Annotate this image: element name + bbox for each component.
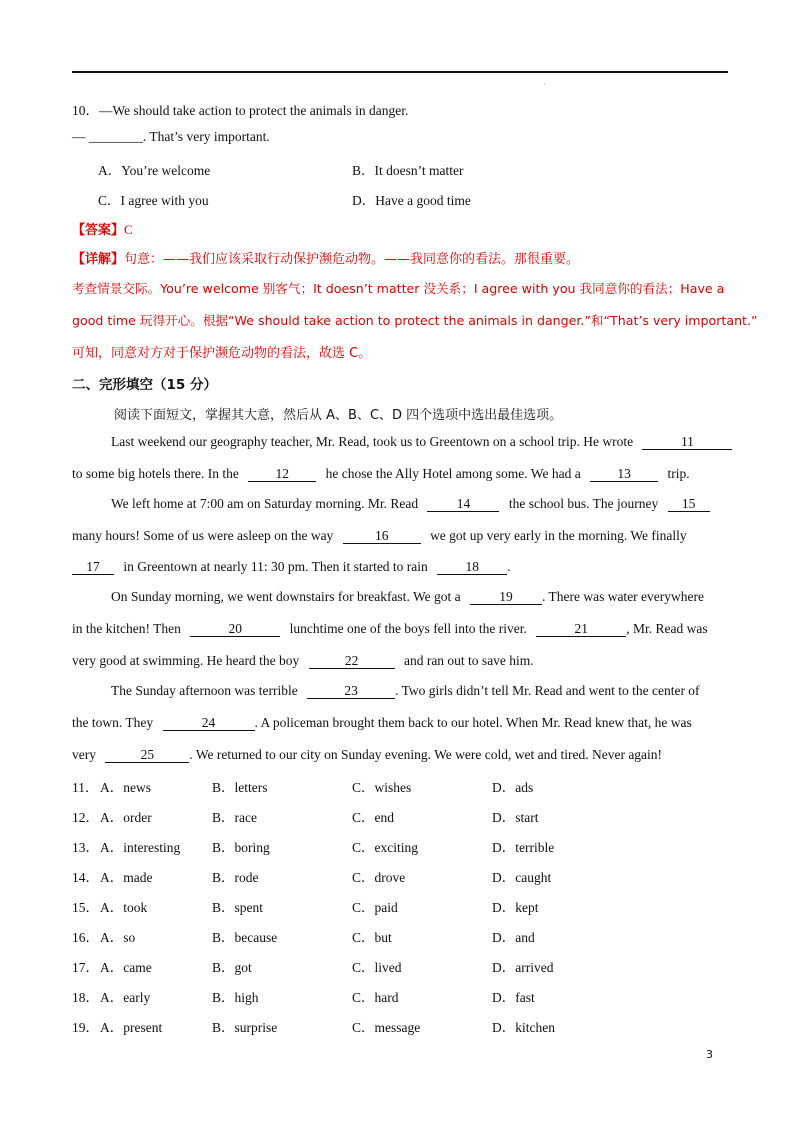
q10-option-b (352, 159, 464, 179)
choice-option-b: B．boring (212, 840, 270, 855)
passage-text: the town. They (72, 715, 154, 730)
section-instruction: 阅读下面短文，掌握其大意，然后从 A、B、C、D 四个选项中选出最佳选项。 (114, 408, 563, 423)
blank-18: 18 (437, 560, 507, 575)
option-letter: A． (98, 163, 122, 178)
passage-line-1 (111, 434, 732, 450)
choice-number: 16． (72, 930, 99, 945)
passage-text: he chose the Ally Hotel among some. We had a (325, 466, 581, 481)
option-text: You’re welcome (121, 163, 211, 178)
q10-reply-blank: ________ (88, 129, 143, 144)
q10-reply-prefix: — (72, 129, 89, 144)
passage-line-11 (72, 747, 662, 763)
blank-15: 15 (668, 497, 710, 512)
blank-20: 20 (190, 622, 280, 637)
passage-text: . Two girls didn’t tell Mr. Read and went to the center of (395, 683, 700, 698)
choice-option-d: D．and (492, 930, 535, 945)
choice-option-c: C．drove (352, 870, 406, 885)
choice-option-a: A．came (100, 960, 152, 975)
passage-text: The Sunday afternoon was terrible (111, 683, 298, 698)
choice-option-c: C．wishes (352, 780, 412, 795)
passage-text: Last weekend our geography teacher, Mr. Read, took us to Greentown on a school trip. He wrote (111, 434, 634, 449)
passage-line-2 (72, 466, 690, 482)
choice-option-d: D．kitchen (492, 1020, 555, 1035)
q10-option-a (98, 159, 210, 179)
choice-number: 14． (72, 870, 99, 885)
blank-16: 16 (343, 529, 421, 544)
choice-option-c: C．end (352, 810, 394, 825)
passage-text: . We returned to our city on Sunday evening. We were cold, wet and tired. Never again! (189, 747, 663, 762)
choice-option-a: A．news (100, 780, 151, 795)
q10-option-d (352, 189, 471, 209)
choice-option-a: A．so (100, 930, 136, 945)
q10-explain-line-4: 可知，同意对方对于保护濒危动物的看法，故选 C。 (72, 346, 372, 361)
option-letter: C． (98, 193, 121, 208)
choice-option-d: D．fast (492, 990, 535, 1005)
q10-explain-line-3: good time 玩得开心。根据“We should take action to protect the animals in danger.”和“That’s very important.” (72, 313, 758, 328)
choice-option-a: A．made (100, 870, 153, 885)
choice-option-b: B．got (212, 960, 252, 975)
explain-label: 【详解】 (72, 252, 125, 267)
section-title: 二、完形填空（15 分） (72, 377, 217, 393)
choice-option-a: A．took (100, 900, 148, 915)
choice-option-d: D．start (492, 810, 539, 825)
choice-option-d: D．arrived (492, 960, 554, 975)
passage-line-9 (111, 683, 700, 699)
passage-text: . (507, 559, 511, 574)
choice-option-d: D．terrible (492, 840, 555, 855)
choice-option-d: D．ads (492, 780, 534, 795)
choice-option-a: A．early (100, 990, 151, 1005)
passage-line-10 (72, 715, 692, 731)
scan-dot: · (543, 80, 546, 89)
choice-option-c: C．exciting (352, 840, 418, 855)
passage-text: trip. (667, 466, 690, 481)
choice-number: 17． (72, 960, 99, 975)
blank-22: 22 (309, 654, 395, 669)
choice-option-d: D．caught (492, 870, 552, 885)
passage-text: we got up very early in the morning. We finally (430, 528, 687, 543)
choice-option-c: C．hard (352, 990, 399, 1005)
blank-17: 17 (72, 560, 114, 575)
choice-number: 12． (72, 810, 99, 825)
blank-12: 12 (248, 467, 316, 482)
q10-explain-line-1 (72, 248, 579, 267)
choice-option-b: B．high (212, 990, 259, 1005)
answer-value: C (124, 222, 133, 237)
passage-line-6 (111, 589, 704, 605)
passage-text: in Greentown at nearly 11: 30 pm. Then it started to rain (123, 559, 428, 574)
blank-14: 14 (427, 497, 499, 512)
choice-option-c: C．message (352, 1020, 421, 1035)
passage-text: and ran out to save him. (403, 653, 534, 668)
choice-option-b: B．rode (212, 870, 259, 885)
q10-explain-line-2: 考查情景交际。You’re welcome 别客气；It doesn’t matter 没关系；I agree with you 我同意你的看法；Have a (72, 281, 725, 296)
passage-text: lunchtime one of the boys fell into the river. (289, 621, 527, 636)
choice-number: 13． (72, 840, 99, 855)
q10-option-c (98, 189, 209, 209)
passage-text: We left home at 7:00 am on Saturday morning. Mr. Read (111, 496, 419, 511)
page-number: 3 (706, 1048, 713, 1061)
answer-label: 【答案】 (72, 223, 125, 238)
choice-option-b: B．spent (212, 900, 264, 915)
choice-option-b: B．race (212, 810, 257, 825)
choice-option-c: C．paid (352, 900, 398, 915)
passage-text: to some big hotels there. In the (72, 466, 239, 481)
choice-number: 18． (72, 990, 99, 1005)
blank-21: 21 (536, 622, 626, 637)
passage-text: . A policeman brought them back to our hotel. When Mr. Read knew that, he was (254, 715, 692, 730)
q10-reply (72, 129, 270, 145)
passage-line-4 (72, 528, 687, 544)
q10-stem: 10．—We should take action to protect the animals in danger. (72, 103, 409, 118)
header-rule (72, 71, 728, 73)
option-letter: B． (352, 163, 375, 178)
choice-number: 11． (72, 780, 99, 795)
choice-option-b: B．surprise (212, 1020, 278, 1035)
choice-option-a: A．interesting (100, 840, 181, 855)
choice-option-b: B．letters (212, 780, 268, 795)
blank-19: 19 (470, 590, 542, 605)
passage-text: very good at swimming. He heard the boy (72, 653, 300, 668)
choice-number: 15． (72, 900, 99, 915)
passage-text: On Sunday morning, we went downstairs for breakfast. We got a (111, 589, 461, 604)
choice-number: 19． (72, 1020, 99, 1035)
blank-25: 25 (105, 748, 189, 763)
choice-option-a: A．present (100, 1020, 163, 1035)
passage-text: very (72, 747, 96, 762)
choice-option-a: A．order (100, 810, 152, 825)
blank-24: 24 (163, 716, 255, 731)
passage-line-3 (111, 496, 710, 512)
choice-option-b: B．because (212, 930, 278, 945)
passage-text: many hours! Some of us were asleep on the way (72, 528, 334, 543)
choice-option-c: C．lived (352, 960, 402, 975)
choice-option-c: C．but (352, 930, 392, 945)
option-text: Have a good time (375, 193, 471, 208)
option-text: It doesn’t matter (374, 163, 464, 178)
choice-option-d: D．kept (492, 900, 539, 915)
option-letter: D． (352, 193, 376, 208)
option-text: I agree with you (120, 193, 209, 208)
explain-text: 句意：——我们应该采取行动保护濒危动物。——我同意你的看法。那很重要。 (124, 252, 580, 267)
q10-answer (72, 219, 133, 238)
blank-13: 13 (590, 467, 658, 482)
blank-23: 23 (307, 684, 395, 699)
passage-line-8 (72, 653, 534, 669)
blank-11: 11 (642, 435, 732, 450)
passage-text: . There was water everywhere (541, 589, 705, 604)
passage-text: the school bus. The journey (508, 496, 659, 511)
passage-line-7 (72, 621, 708, 637)
q10-reply-suffix: . That’s very important. (142, 129, 270, 144)
passage-line-5 (72, 559, 511, 575)
passage-text: , Mr. Read was (626, 621, 708, 636)
passage-text: in the kitchen! Then (72, 621, 181, 636)
